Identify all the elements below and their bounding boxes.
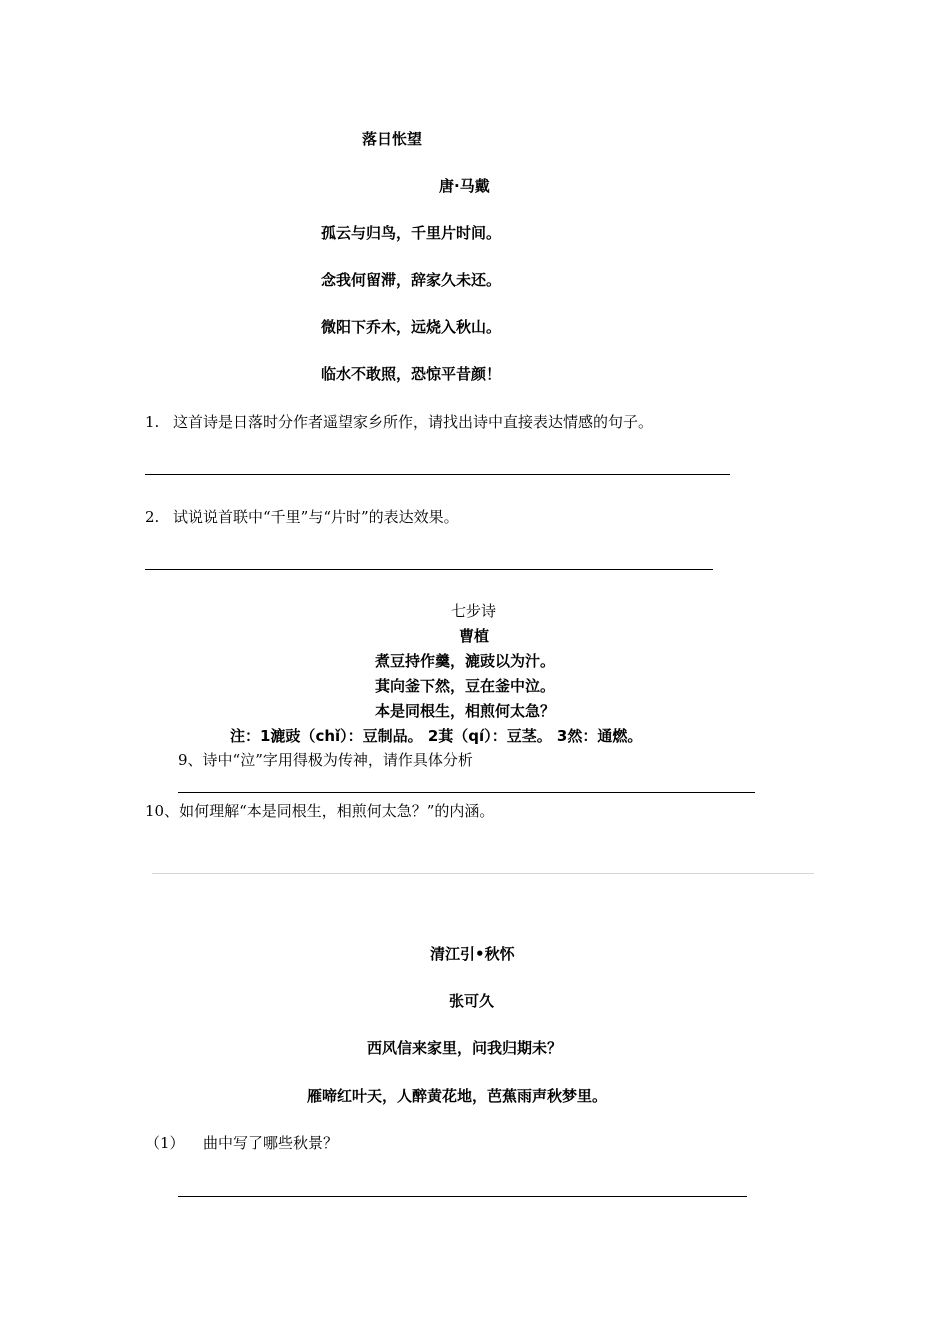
question-text: 这首诗是日落时分作者遥望家乡所作，请找出诗中直接表达情感的句子。 bbox=[173, 413, 654, 431]
question-text: 曲中写了哪些秋景？ bbox=[203, 1134, 339, 1152]
answer-line[interactable] bbox=[145, 569, 713, 570]
question-text: 试说说首联中“千里”与“片时”的表达效果。 bbox=[173, 508, 459, 526]
question-text: 10、如何理解“本是同根生，相煎何太急？”的内涵。 bbox=[145, 802, 495, 820]
poem1-line: 临水不敢照，恐惊平昔颜！ bbox=[321, 365, 502, 383]
question-number: 1. bbox=[145, 413, 160, 431]
poem3-line: 西风信来家里，问我归期未？ bbox=[367, 1039, 563, 1057]
question-number: 2. bbox=[145, 508, 160, 526]
poem2-title: 七步诗 bbox=[451, 602, 497, 620]
poem1-line: 孤云与归鸟，千里片时间。 bbox=[321, 224, 502, 242]
answer-line[interactable] bbox=[145, 474, 730, 475]
poem2-note: 注：1漉豉（chǐ）：豆制品。 2萁（qí）：豆茎。 3然：通燃。 bbox=[230, 727, 643, 745]
poem3-title: 清江引•秋怀 bbox=[430, 945, 515, 963]
poem3-author: 张可久 bbox=[449, 992, 495, 1010]
poem1-title: 落日怅望 bbox=[362, 130, 423, 148]
question-text: 9、诗中“泣”字用得极为传神，请作具体分析 bbox=[178, 751, 473, 769]
poem2-line: 煮豆持作羹，漉豉以为汁。 bbox=[375, 652, 556, 670]
poem2-line: 萁向釜下然，豆在釜中泣。 bbox=[375, 677, 556, 695]
poem1-author: 唐·马戴 bbox=[439, 177, 490, 195]
poem2-author: 曹植 bbox=[459, 627, 490, 645]
question-number: （1） bbox=[145, 1134, 185, 1152]
answer-line[interactable] bbox=[178, 792, 755, 793]
poem3-line: 雁啼红叶天，人醉黄花地，芭蕉雨声秋梦里。 bbox=[307, 1087, 608, 1105]
section-divider bbox=[152, 873, 814, 874]
poem2-line: 本是同根生，相煎何太急？ bbox=[375, 702, 556, 720]
answer-line[interactable] bbox=[178, 1196, 747, 1197]
poem1-line: 念我何留滞，辞家久未还。 bbox=[321, 271, 502, 289]
poem1-line: 微阳下乔木，远烧入秋山。 bbox=[321, 318, 502, 336]
